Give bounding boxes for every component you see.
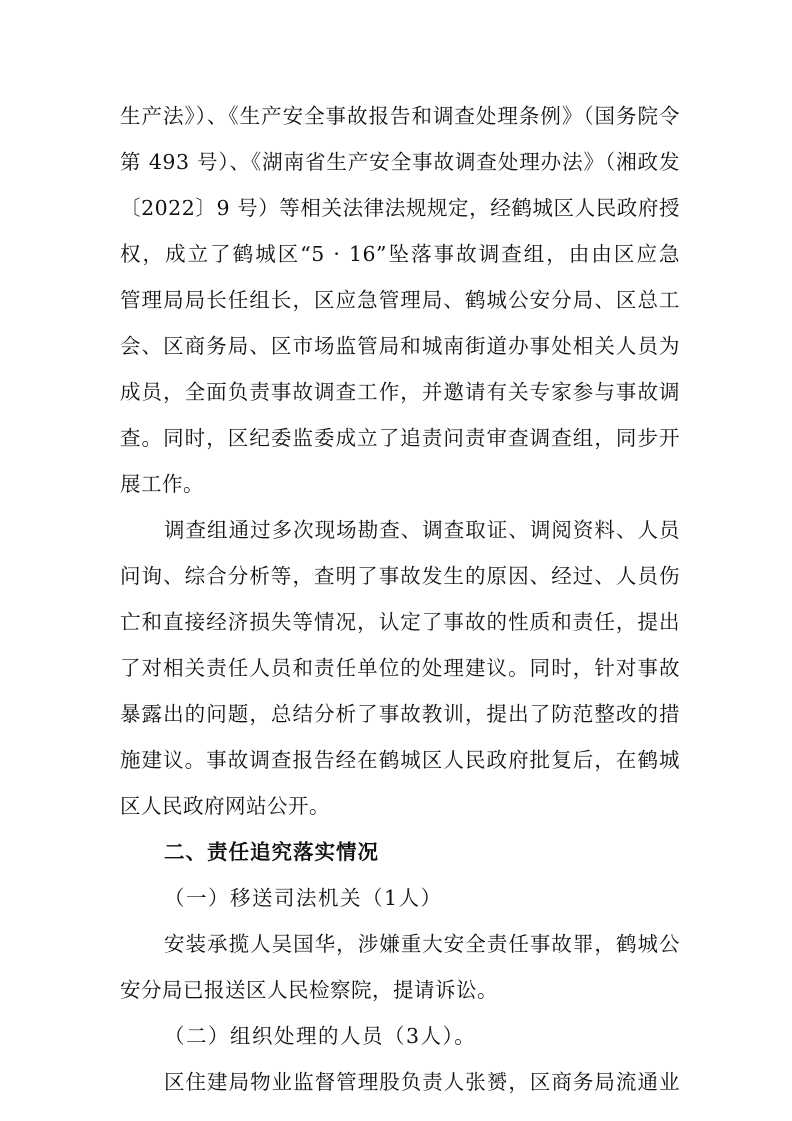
text-line: 施建议。事故调查报告经在鹤城区人民政府批复后，在鹤城 xyxy=(120,748,680,772)
text-line: 第 493 号）、《湖南省生产安全事故调查处理办法》（湘政发 xyxy=(120,150,680,174)
text-line: 暴露出的问题，总结分析了事故教训，提出了防范整改的措 xyxy=(120,702,680,726)
text-line: 了对相关责任人员和责任单位的处理建议。同时，针对事故 xyxy=(120,656,680,680)
text-line: 亡和直接经济损失等情况，认定了事故的性质和责任，提出 xyxy=(120,610,680,634)
subsection-heading: （一）移送司法机关（1人） xyxy=(164,886,443,910)
text-line: 会、区商务局、区市场监管局和城南街道办事处相关人员为 xyxy=(120,334,680,358)
subsection-heading: （二）组织处理的人员（3人）。 xyxy=(164,1024,477,1048)
text-line: 成员，全面负责事故调查工作，并邀请有关专家参与事故调 xyxy=(120,380,680,404)
text-line: 查。同时，区纪委监委成立了追责问责审查调查组，同步开 xyxy=(120,426,680,450)
text-line: 调查组通过多次现场勘查、调查取证、调阅资料、人员 xyxy=(164,518,680,542)
text-line: 生产法》）、《生产安全事故报告和调查处理条例》（国务院令 xyxy=(120,104,680,128)
text-line: 区人民政府网站公开。 xyxy=(120,794,330,818)
text-line: 管理局局长任组长，区应急管理局、鹤城公安分局、区总工 xyxy=(120,288,680,312)
text-line: 展工作。 xyxy=(120,472,204,496)
text-line: 问询、综合分析等，查明了事故发生的原因、经过、人员伤 xyxy=(120,564,680,588)
section-heading: 二、责任追究落实情况 xyxy=(164,840,379,864)
text-line: 区住建局物业监督管理股负责人张赟，区商务局流通业 xyxy=(164,1070,680,1094)
text-line: 安分局已报送区人民检察院，提请诉讼。 xyxy=(120,978,498,1002)
text-line: 〔2022〕9 号）等相关法律法规规定，经鹤城区人民政府授 xyxy=(120,196,680,220)
text-line: 权，成立了鹤城区“5 · 16”坠落事故调查组，由由区应急 xyxy=(120,242,680,266)
text-line: 安装承揽人吴国华，涉嫌重大安全责任事故罪，鹤城公 xyxy=(164,932,680,956)
